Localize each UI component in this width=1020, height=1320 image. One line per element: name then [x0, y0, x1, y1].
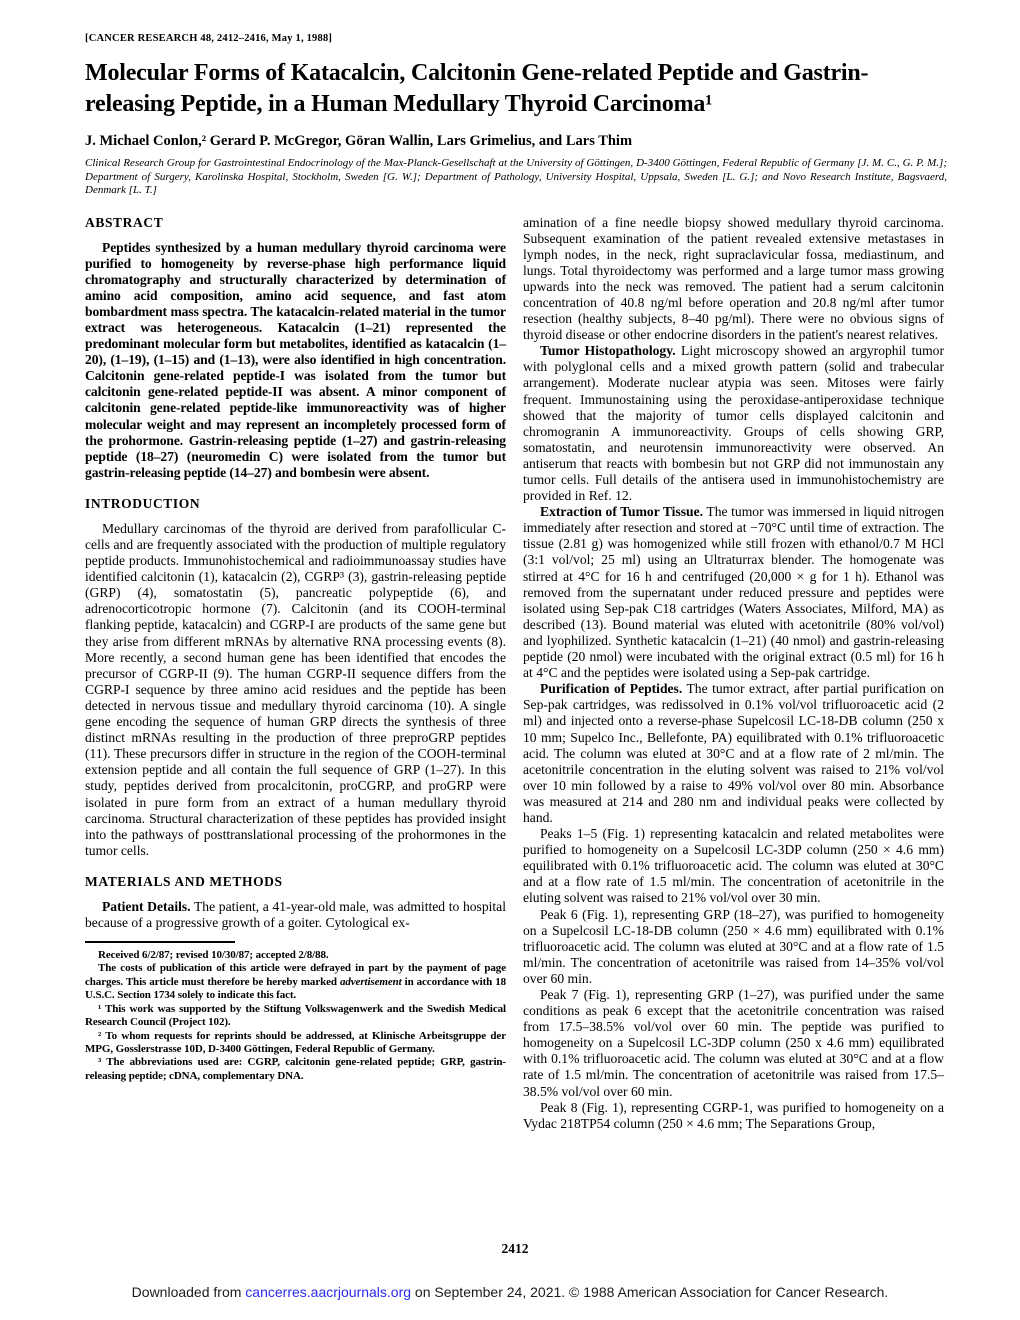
peaks-1-5-paragraph: Peaks 1–5 (Fig. 1) representing katacalcin and related metabolites were purified to homogeneity on a Supelcosil LC-3DP column (250 × 4.6 mm) equilibrated with 0.1% trifluoroacetic acid. The column was eluted at 30°C and at a flow rate of 1.5 ml/min. The concentration of acetonitrile in the eluting solvent was raised to 21% vol/vol over 30 min.: [523, 826, 944, 906]
peak-7-paragraph: Peak 7 (Fig. 1), representing GRP (1–27), was purified under the same conditions as peak 6 except that the acetonitrile concentration was raised from 17.5–38.5% vol/vol over 60 min. The peptide was purified to homogeneity on a Supelcosil LC-3DP column (250 x 4.6 mm) equilibrated with 0.1% trifluoroacetic acid. The column was eluted at 30°C and at a flow rate of 1.5 ml/min. The concentration of acetonitrile was raised from 17.5–38.5% vol/vol over 60 min.: [523, 987, 944, 1099]
introduction-heading: INTRODUCTION: [85, 495, 201, 511]
left-column: [85, 215, 506, 1225]
introduction-paragraph: Medullary carcinomas of the thyroid are derived from parafollicular C-cells and are frequently associated with the production of multiple regulatory peptide products. Immunohistochemical and radioimmunoassay studies have identified calcitonin (1), katacalcin (2), CGRP³ (3), gastrin-releasing peptide (GRP) (4), somatostatin (5), pancreatic polypeptide (6), and adrenocorticotropic hormone (7). Calcitonin (and its COOH-terminal flanking peptide, katacalcin) and CGRP-I are products of the same gene but they arise from different mRNAs by alternative RNA processing events (8). More recently, a second human gene has been identified that encodes the precursor of CGRP-II (9). The human CGRP-II sequence differs from the CGRP-I sequence by three amino acid residues and the peptide has been detected in nervous tissue and medullary thyroid carcinoma (10). A single gene encoding the sequence of human GRP directs the synthesis of three distinct mRNAs resulting in the production of three preproGRP peptides (11). These precursors differ in structure in the region of the COOH-terminal extension peptide and all contain the full sequence of GRP (1–27). In this study, peptides derived from procalcitonin, proCGRP, and proGRP were isolated in pure form from an extract of a human medullary thyroid carcinoma. Structural characterization of these peptides has provided insight into the pathways of posttranslational processing of the prohormones in the tumor cells.: [85, 520, 506, 858]
paper-page: [85, 33, 947, 1225]
download-footer-post: on September 24, 2021. © 1988 American Association for Cancer Research.: [411, 1284, 889, 1300]
footnote-received: Received 6/2/87; revised 10/30/87; accepted 2/8/88.: [98, 949, 329, 962]
extraction-lead: Extraction of Tumor Tissue.: [540, 504, 704, 520]
paper-title-line2: releasing Peptide, in a Human Medullary Thyroid Carcinoma¹: [85, 91, 713, 117]
purification-lead: Purification of Peptides.: [540, 681, 683, 697]
patient-details-lead: Patient Details.: [102, 898, 191, 914]
extraction-paragraph: [523, 504, 944, 681]
patient-details-paragraph: [85, 899, 506, 931]
footnote-costs: [85, 962, 506, 1002]
paper-title: [85, 58, 947, 120]
histopathology-text: Light microscopy showed an argyrophil tumor with polyglonal cells and a mixed growth pattern (solid and trabecular arrangement). Moderate nuclear atypia was seen. Mitoses were fairly frequent. Immunostaining using the peroxidase-antiperoxidase technique showed that the majority of tumor cells displayed calcitonin and chromogranin A immunoreactivity. Groups of cells showing GRP, somatostatin, and neurotensin immunoreactivity were observed. An antiserum that reacts with bombesin but not GRP did not immunostain any tumor cells. Full details of the antisera used in immunohistochemistry are provided in Ref. 12.: [523, 343, 944, 504]
purification-paragraph: [523, 681, 944, 826]
footnote-2: ² To whom requests for reprints should be addressed, at Klinische Arbeitsgruppe der MPG, Gosslerstrasse 10D, D-3400 Göttingen, Federal Republic of Germany.: [85, 1029, 506, 1055]
journal-link[interactable]: cancerres.aacrjournals.org: [245, 1284, 412, 1300]
footnote-1: ¹ This work was supported by the Stiftung Volkswagenwerk and the Swedish Medical Research Council (Project 102).: [85, 1002, 506, 1029]
footnotes-block: [85, 949, 506, 1083]
histopathology-lead: Tumor Histopathology.: [540, 343, 676, 359]
paper-title-line1: Molecular Forms of Katacalcin, Calcitonin Gene-related Peptide and Gastrin-: [85, 60, 869, 86]
patient-details-text: The patient, a 41-year-old male, was admitted to hospital because of a progressive growth of a goiter. Cytological ex-: [85, 898, 506, 930]
authors-line: J. Michael Conlon,² Gerard P. McGregor, Göran Wallin, Lars Grimelius, and Lars Thim: [85, 133, 633, 149]
peak-6-paragraph: Peak 6 (Fig. 1), representing GRP (18–27), was purified to homogeneity on a Supelcosil LC-18-DB column (250 × 4.6 mm) equilibrated with 0.1% trifluoroacetic acid. The column was eluted at 30°C and at a flow rate of 1.5 ml/min. The concentration of acetonitrile was raised from 14–35% vol/vol over 60 min.: [523, 906, 944, 986]
abstract-heading: ABSTRACT: [85, 214, 164, 230]
footnote-3: ³ The abbreviations used are: CGRP, calcitonin gene-related peptide; GRP, gastrin-releasing peptide; cDNA, complementary DNA.: [85, 1056, 506, 1082]
two-column-body: [85, 215, 947, 1225]
journal-citation: [CANCER RESEARCH 48, 2412–2416, May 1, 1988]: [85, 33, 333, 44]
download-footer: [130, 1284, 890, 1301]
extraction-text: The tumor was immersed in liquid nitrogen immediately after resection and stored at −70°C until time of extraction. The tissue (2.81 g) was homogenized while still frozen with ethanol/0.7 M HCl (3:1 vol/vol; 25 ml) using an Ultraturrax blender. The homogenate was stirred at 4°C for 16 h and centrifuged (20,000 × g for 1 h). Ethanol was removed from the supernatant under reduced pressure and peptides were isolated using Sep-pak C18 cartridges (Waters Associates, Milford, MA) as described (13). Bound material was eluted with acetonitrile (80% vol/vol) and lyophilized. Synthetic katacalcin (1–21) (40 nmol) and gastrin-releasing peptide (20 nmol) were incubated with the original extract (0.5 ml) for 16 h at 4°C and the peptides were isolated using a Sep-pak cartridge.: [523, 504, 944, 681]
right-column: [523, 215, 944, 1225]
page-number: 2412: [501, 1241, 529, 1256]
footnote-costs-italic: advertisement: [339, 975, 402, 988]
footnote-costs-text2: in accordance with 18 U.S.C. Section 1734 solely to indicate this fact.: [85, 975, 506, 1002]
affiliation-block: Clinical Research Group for Gastrointestinal Endocrinology of the Max-Planck-Gesellschaft at the University of Göttingen, D-3400 Göttingen, Federal Republic of Germany [J. M. C., G. P. M.]; Department of Surgery, Karolinska Hospital, Stockholm, Sweden [G. W.]; Department of Pathology, University Hospital, Uppsala, Sweden [L. G.]; and Novo Research Institute, Bagsvaerd, Denmark [L. T.]: [85, 157, 947, 196]
download-footer-pre: Downloaded from: [131, 1284, 246, 1300]
continuation-paragraph: amination of a fine needle biopsy showed medullary thyroid carcinoma. Subsequent examination of the patient revealed extensive metastases in lymph nodes, in the neck, right supraclavicular fossa, mediastinum, and lungs. Total thyroidectomy was performed and a large tumor mass growing upwards into the neck was removed. The patient had a serum calcitonin concentration of 40.8 ng/ml before operation and 20.8 ng/ml after tumor resection (healthy subjects, 8–40 pg/ml). There were no obvious signs of thyroid disease or other endocrine disorders in the patient's nearest relatives.: [523, 214, 944, 343]
materials-methods-heading: MATERIALS AND METHODS: [85, 873, 283, 889]
footnote-separator: [85, 941, 235, 943]
peak-8-paragraph: Peak 8 (Fig. 1), representing CGRP-1, was purified to homogeneity on a Vydac 218TP54 column (250 × 4.6 mm; The Separations Group,: [523, 1099, 944, 1131]
abstract-paragraph: Peptides synthesized by a human medullary thyroid carcinoma were purified to homogeneity by reverse-phase high performance liquid chromatography and structurally characterized by determination of amino acid composition, amino acid sequence, and fast atom bombardment mass spectra. The katacalcin-related material in the tumor extract was heterogeneous. Katacalcin (1–21) represented the predominant molecular form but metabolites, identified as katacalcin (1–20), (1–19), (1–15) and (1–13), were also identified in high concentration. Calcitonin gene-related peptide-I was isolated from the tumor but calcitonin gene-related peptide-II was absent. A minor component of calcitonin gene-related peptide-like immunoreactivity was of higher molecular weight and may represent an incompletely processed form of the prohormone. Gastrin-releasing peptide (1–27) and gastrin-releasing peptide (18–27) (neuromedin C) were isolated from the tumor but gastrin-releasing peptide (14–27) and bombesin were absent.: [85, 239, 506, 480]
purification-text: The tumor extract, after partial purification on Sep-pak cartridges, was redissolved in 0.1% vol/vol trifluoroacetic acid (2 ml) and injected onto a reverse-phase Supelcosil LC-18-DB column (250 x 10 mm; Supelco Inc., Bellefonte, PA) equilibrated with 0.1% trifluoroacetic acid. The column was eluted at 30°C and at a flow rate of 2 ml/min. The acetonitrile concentration in the eluting solvent was raised to 21% vol/vol over 10 min followed by a raise to 49% vol/vol over 80 min. Absorbance was measured at 214 and 280 nm and individual peaks were collected by hand.: [523, 681, 944, 825]
histopathology-paragraph: [523, 343, 944, 504]
footnote-costs-text: The costs of publication of this article were defrayed in part by the payment of page charges. This article must therefore be hereby marked: [85, 962, 506, 988]
